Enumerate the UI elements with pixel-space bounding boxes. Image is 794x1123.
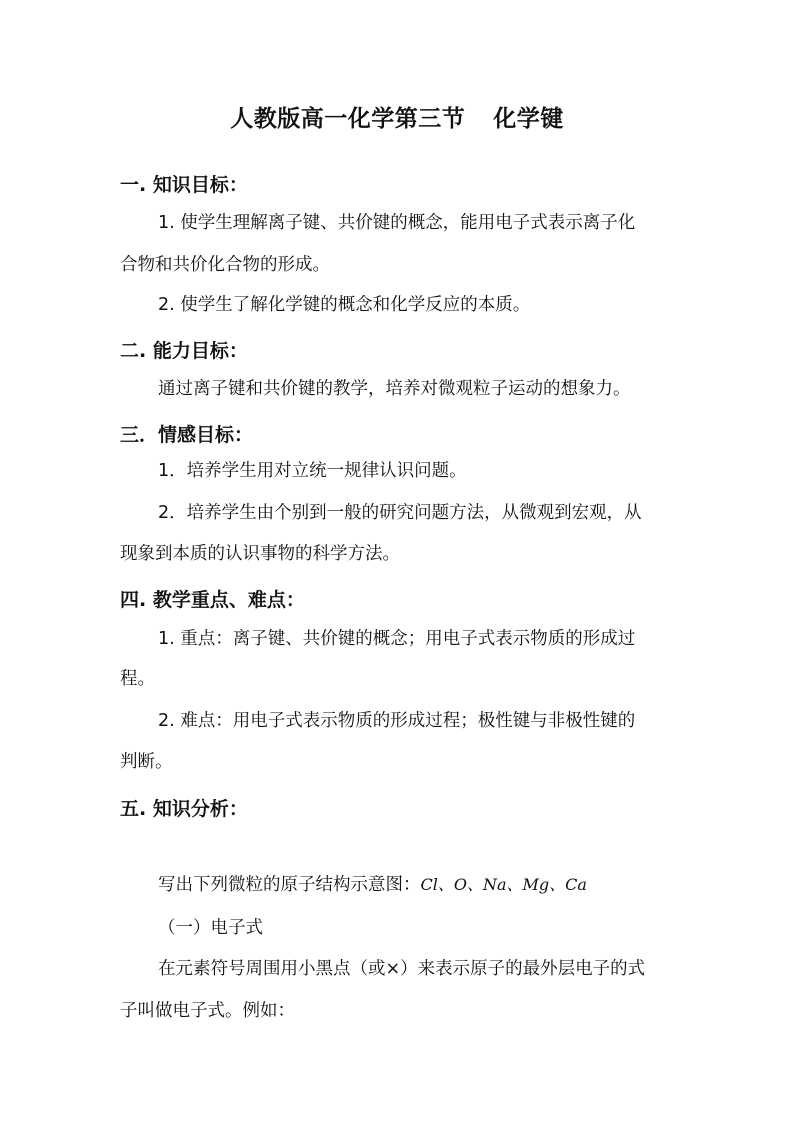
emotional-goal-2-line2: 现象到本质的认识事物的科学方法。 — [120, 544, 400, 564]
key-point-1-line1: 1. 重点：离子键、共价键的概念；用电子式表示物质的形成过 — [158, 629, 636, 649]
title-main: 人教版高一化学第三节 — [230, 106, 466, 132]
ability-goal-text: 通过离子键和共价键的教学，培养对微观粒子运动的想象力。 — [158, 379, 631, 399]
document-title — [0, 100, 794, 133]
definition-line1: 在元素符号周围用小黑点（或×）来表示原子的最外层电子的式 — [158, 959, 646, 979]
title-topic: 化学键 — [493, 106, 564, 132]
definition-line2: 子叫做电子式。例如： — [120, 1001, 295, 1021]
section-heading-key-points: 四. 教学重点、难点： — [120, 589, 305, 611]
section-heading-knowledge-analysis: 五. 知识分析： — [120, 798, 248, 820]
section-heading-emotional-goals: 三．情感目标： — [120, 424, 254, 446]
knowledge-goal-1-line2: 合物和共价化合物的形成。 — [120, 255, 330, 275]
knowledge-goal-1-line1: 1. 使学生理解离子键、共价键的概念，能用电子式表示离子化 — [158, 213, 636, 233]
section-heading-ability-goals: 二. 能力目标： — [120, 340, 248, 362]
emotional-goal-2-line1: 2．培养学生由个别到一般的研究问题方法，从微观到宏观，从 — [158, 503, 642, 523]
key-point-2-line1: 2. 难点：用电子式表示物质的形成过程；极性键与非极性键的 — [158, 711, 636, 731]
structure-question-species: Cl、O、Na、Mg、Ca — [420, 875, 587, 894]
subheading-electron-formula: （一）电子式 — [158, 918, 263, 938]
key-point-2-line2: 判断。 — [120, 752, 173, 772]
emotional-goal-1: 1．培养学生用对立统一规律认识问题。 — [158, 461, 467, 481]
key-point-1-line2: 程。 — [120, 669, 155, 689]
section-heading-knowledge-goals: 一. 知识目标： — [120, 174, 248, 196]
knowledge-goal-2: 2. 使学生了解化学键的概念和化学反应的本质。 — [158, 295, 531, 315]
structure-question — [158, 874, 718, 896]
structure-question-prefix: 写出下列微粒的原子结构示意图： — [158, 875, 421, 895]
